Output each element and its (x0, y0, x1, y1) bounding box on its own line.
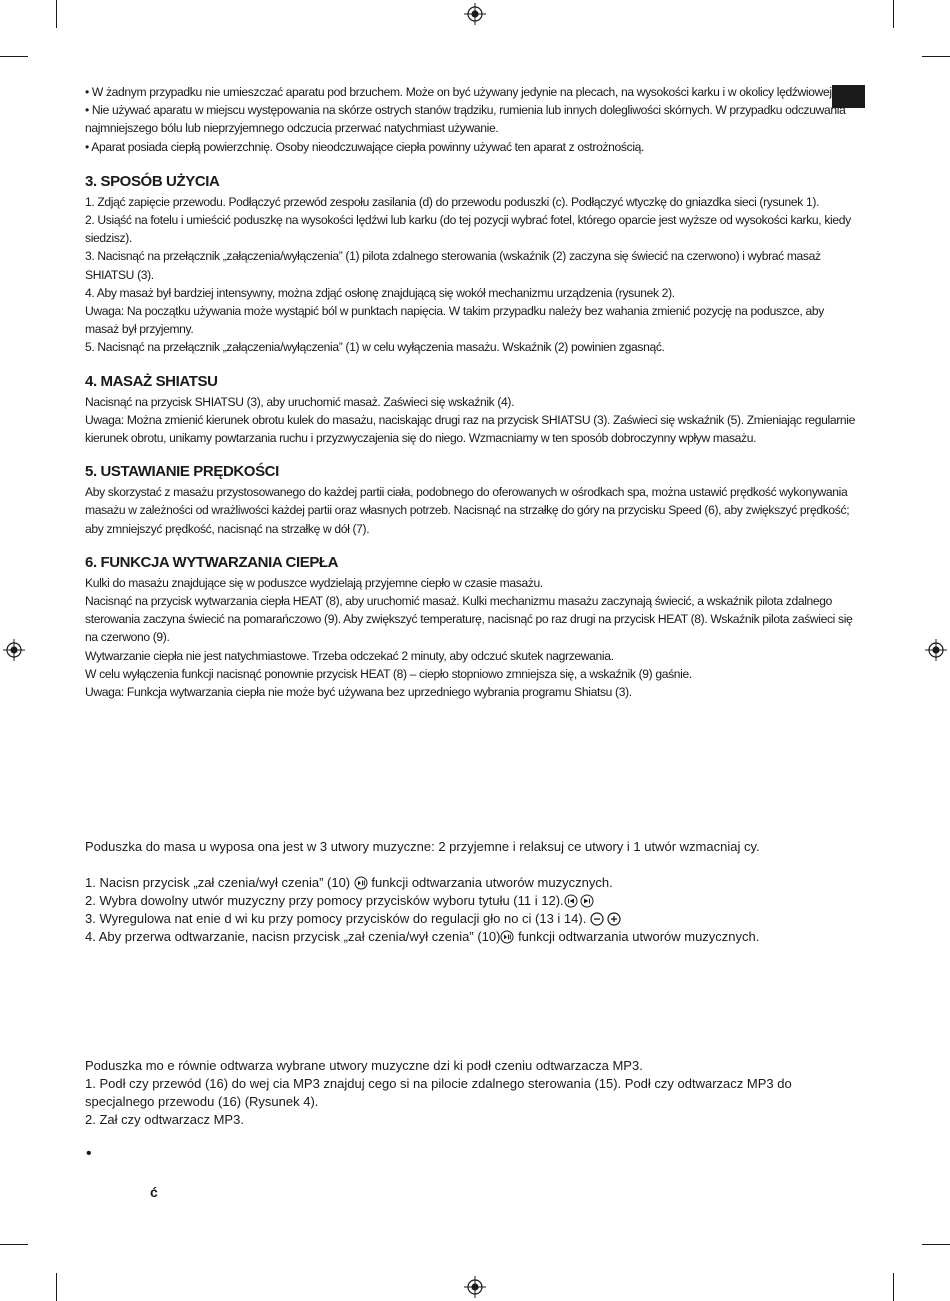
music-intro: Poduszka do masa u wyposa ona jest w 3 utwory muzyczne: 2 przyjemne i relaksuj ce utwory i 1 utwór wzmacniaj cy. (85, 839, 760, 854)
mp3-intro: Poduszka mo e równie odtwarza wybrane utwory muzyczne dzi ki podł czeniu odtwarzacza MP3. (85, 1058, 643, 1073)
section-heat (85, 553, 860, 701)
paragraph: Uwaga: Można zmienić kierunek obrotu kulek do masażu, naciskając drugi raz na przycisk SHIATSU (3). Zaświeci się wskaźnik (5). Zmieniając regularnie kierunek obrotu, unikamy powtarzania ruchu i przyzwyczajenia się do niego. Wzmacniamy w ten sposób dobroczynny wpływ masażu. (85, 412, 855, 446)
music-step-2-text: 2. Wybra dowolny utwór muzyczny przy pomocy przycisków wyboru tytułu (11 i 12). (85, 893, 564, 908)
music-step-4 (85, 928, 860, 946)
volume-minus-icon (590, 912, 604, 926)
crop-mark (893, 1273, 894, 1301)
music-step-1-tail: funkcji odtwarzania utworów muzycznych. (367, 875, 613, 890)
play-pause-icon (500, 930, 514, 944)
music-step-3-text: 3. Wyregulowa nat enie d wi ku przy pomocy przycisków do regulacji gło no ci (13 i 14). (85, 911, 590, 926)
warning-item: • Aparat posiada ciepłą powierzchnię. Osoby nieodczuwające ciepła powinny używać ten aparat z ostrożnością. (85, 139, 645, 154)
stray-character: ć (150, 1184, 158, 1200)
previous-track-icon (564, 894, 578, 908)
music-step-2 (85, 892, 860, 910)
paragraph: 3. Nacisnąć na przełącznik „załączenia/wyłączenia” (1) pilota zdalnego sterowania (wskaźnik (2) zaczyna się świecić na czerwono) i wybrać masaż SHIATSU (3). (85, 249, 821, 282)
music-step-4-tail: funkcji odtwarzania utworów muzycznych. (514, 929, 760, 944)
play-pause-icon (354, 876, 368, 890)
section-speed (85, 462, 860, 538)
music-section (85, 838, 860, 946)
paragraph: 4. Aby masaż był bardziej intensywny, można zdjąć osłonę znajdującą się wokół mechanizmu urządzenia (rysunek 2). (85, 285, 675, 300)
paragraph: W celu wyłączenia funkcji nacisnąć ponownie przycisk HEAT (8) – ciepło stopniowo zmniejsza się, a wskaźnik (9) gaśnie. (85, 666, 692, 681)
volume-plus-icon (607, 912, 621, 926)
section-shiatsu (85, 372, 860, 448)
warning-item: • Nie używać aparatu w miejscu występowania na skórze ostrych stanów trądziku, rumienia lub innych dolegliwości skórnych. W przypadku odczuwania najmniejszego bólu lub nieprzyjemnego odczucia przerwać natychmiast używanie. (85, 103, 846, 136)
section-heading: 5. USTAWIANIE PRĘDKOŚCI (85, 463, 279, 481)
warning-list (85, 83, 860, 156)
warning-item: • W żadnym przypadku nie umieszczać aparatu pod brzuchem. Może on być używany jedynie na plecach, na wysokości karku i w okolicy lędźwiowej! (85, 85, 835, 99)
crop-mark (56, 0, 57, 28)
next-track-icon (580, 894, 594, 908)
crop-mark (0, 56, 28, 57)
music-step-3 (85, 910, 860, 928)
paragraph: 5. Nacisnąć na przełącznik „załączenia/wyłączenia” (1) w celu wyłączenia masażu. Wskaźnik (2) powinien zgasnąć. (85, 340, 665, 355)
registration-mark-icon (925, 639, 947, 661)
paragraph: Aby skorzystać z masażu przystosowanego do każdej partii ciała, podobnego do oferowanych w ośrodkach spa, można ustawić prędkość wykonywania masażu w zależności od wrażliwości każdej partii oraz własnych potrzeb. Nacisnąć na strzałkę do góry na przycisku Speed (6), aby zwiększyć prędkość; aby zmniejszyć prędkość, nacisnąć na strzałkę w dół (7). (85, 485, 850, 536)
paragraph: 1. Zdjąć zapięcie przewodu. Podłączyć przewód zespołu zasilania (d) do przewodu poduszki (c). Podłączyć wtyczkę do gniazdka sieci (rysunek 1). (85, 194, 820, 209)
registration-mark-icon (464, 1276, 486, 1298)
paragraph: 2. Usiąść na fotelu i umieścić poduszkę na wysokości lędźwi lub karku (do tej pozycji wybrać fotel, którego oparcie jest wyższe od wysokości karku, kiedy siedzisz). (85, 213, 851, 246)
mp3-step-1: 1. Podł czy przewód (16) do wej cia MP3 znajduj cego si na pilocie zdalnego sterowania (15). Podł czy odtwarzacz MP3 do specjalnego przewodu (16) (Rysunek 4). (85, 1076, 792, 1109)
paragraph: Kulki do masażu znajdujące się w poduszce wydzielają przyjemne ciepło w czasie masażu. (85, 575, 543, 590)
section-heading: 6. FUNKCJA WYTWARZANIA CIEPŁA (85, 553, 339, 571)
registration-mark-icon (464, 3, 486, 25)
music-step-1-text: 1. Nacisn przycisk „zał czenia/wył czenia” (10) (85, 875, 354, 890)
bullet-point: • (86, 1145, 92, 1162)
section-usage (85, 172, 860, 357)
document-body (85, 83, 860, 701)
crop-mark (922, 1244, 950, 1245)
paragraph: Nacisnąć na przycisk SHIATSU (3), aby uruchomić masaż. Zaświeci się wskaźnik (4). (85, 394, 515, 409)
crop-mark (922, 56, 950, 57)
paragraph: Uwaga: Funkcja wytwarzania ciepła nie może być używana bez uprzedniego wybrania programu Shiatsu (3). (85, 685, 632, 700)
mp3-step-2: 2. Zał czy odtwarzacz MP3. (85, 1112, 244, 1127)
paragraph: Nacisnąć na przycisk wytwarzania ciepła HEAT (8), aby uruchomić masaż. Kulki mechanizmu masażu zaczynają świecić, a wskaźnik pilota zdalnego sterowania zaczyna świecić na pomarańczowo (9). Aby zwiększyć temperaturę, nacisnąć po raz drugi na przycisk HEAT (8). Wskaźnik pilota zaświeci się na czerwono (9). (85, 594, 853, 645)
crop-mark (56, 1273, 57, 1301)
music-step-1 (85, 874, 860, 892)
section-heading: 4. MASAŻ SHIATSU (85, 372, 218, 390)
music-step-4-text: 4. Aby przerwa odtwarzanie, nacisn przycisk „zał czenia/wył czenia” (10) (85, 929, 501, 944)
crop-mark (893, 0, 894, 28)
paragraph: Uwaga: Na początku używania może wystąpić ból w punktach napięcia. W takim przypadku należy bez wahania zmienić pozycję na poduszce, aby masaż był przyjemny. (85, 304, 824, 337)
section-heading: 3. SPOSÓB UŻYCIA (85, 172, 220, 190)
mp3-section (85, 1057, 860, 1129)
crop-mark (0, 1244, 28, 1245)
registration-mark-icon (3, 639, 25, 661)
paragraph: Wytwarzanie ciepła nie jest natychmiastowe. Trzeba odczekać 2 minuty, aby odczuć skutek nagrzewania. (85, 648, 614, 663)
